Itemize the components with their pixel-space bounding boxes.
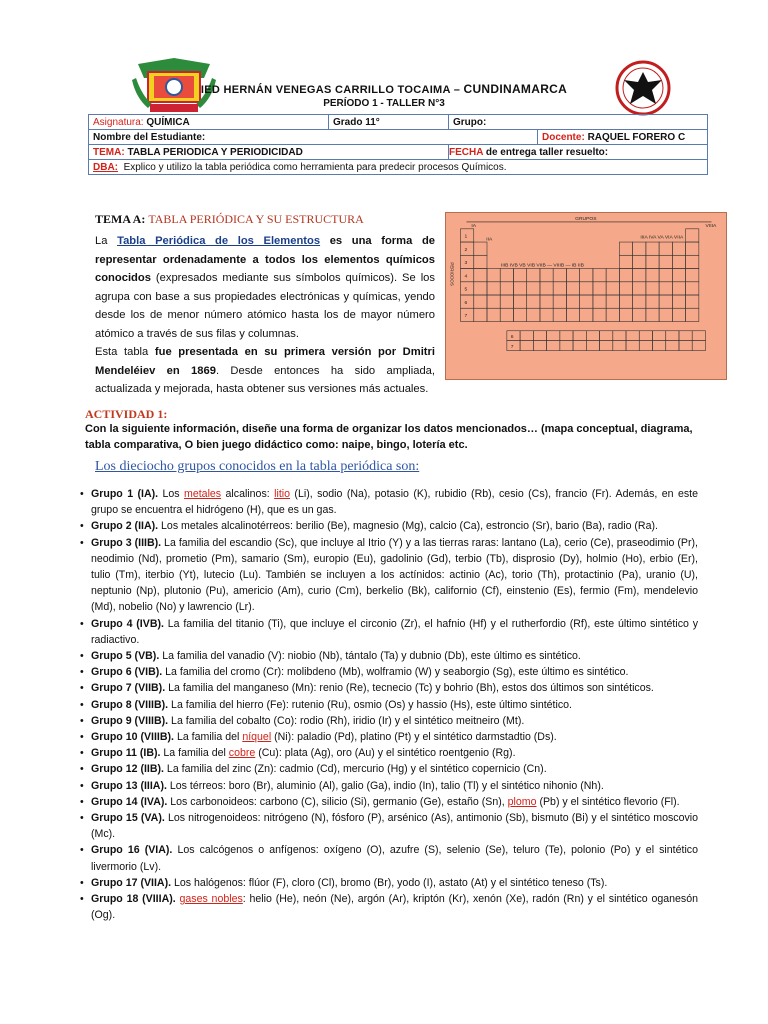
table-cell [586, 341, 599, 351]
table-cell [619, 269, 632, 282]
table-cell [540, 282, 553, 295]
table-cell [586, 331, 599, 341]
iia-label: IIA [486, 237, 493, 243]
header-table [88, 114, 708, 175]
table-cell [540, 295, 553, 308]
table-cell [487, 282, 500, 295]
table-cell [646, 269, 659, 282]
extra-period-number: 7 [510, 345, 514, 351]
keyword-link[interactable]: gases nobles [179, 893, 243, 906]
group-item: • Grupo 7 (VIIB). La familia del manganeso (Mn): renio (Re), tecnecio (Tc) y bohrio (Bh), estos dos últimos son sintéticos. [80, 680, 698, 696]
table-cell [553, 308, 566, 321]
table-cell [633, 308, 646, 321]
table-cell [639, 341, 652, 351]
table-cell [500, 282, 513, 295]
table-cell [533, 331, 546, 341]
period-number: 1 [464, 234, 468, 240]
group-item: • Grupo 17 (VIIA). Los halógenos: flúor (F), cloro (Cl), bromo (Br), yodo (I), astato (At) y el sintético teneso (Ts). [80, 875, 698, 891]
table-cell [540, 308, 553, 321]
table-cell [547, 331, 560, 341]
intro-text: La Tabla Periódica de los Elementos es una forma de representar ordenadamente a todos los elementos químicos conocidos (expresados mediante sus símbolos químicos). Se los agrupa con base a sus propiedades electrónicas y químicas, yendo desde los de menor número atómico hasta los de mayor número atómico a través de sus filas y columnas. Esta tabla fue presentada en su primera versión por Dmitri Mendeléiev en 1869. Desde entonces ha sido ampliada, actualizada y mejorada, hasta obtener sus versiones más actuales. [95, 235, 436, 395]
dba-value: Explico y utilizo la tabla periódica como herramienta para predecir procesos Químicos. [123, 161, 507, 173]
table-cell [679, 341, 692, 351]
period-number: 2 [464, 247, 468, 253]
table-cell [646, 282, 659, 295]
table-cell [553, 269, 566, 282]
table-cell [666, 341, 679, 351]
group-item: • Grupo 9 (VIIIB). La familia del cobalto (Co): rodio (Rh), iridio (Ir) y el sintético meitneiro (Mt). [80, 713, 698, 729]
table-cell [686, 269, 699, 282]
table-cell [566, 295, 579, 308]
group-item: • Grupo 16 (VIA). Los calcógenos o anfígenos: oxígeno (O), azufre (S), selenio (Se), teluro (Te), polonio (Po) y el sintético livermorio (Lv). [80, 842, 698, 874]
table-cell [593, 269, 606, 282]
table-cell [679, 331, 692, 341]
table-cell [659, 242, 672, 255]
table-cell [520, 341, 533, 351]
table-cell [487, 295, 500, 308]
asignatura-value: QUÍMICA [146, 116, 190, 128]
table-cell [692, 341, 705, 351]
table-cell [606, 269, 619, 282]
table-cell [686, 255, 699, 268]
group-item: • Grupo 2 (IIA). Los metales alcalinotérreos: berilio (Be), magnesio (Mg), calcio (Ca), estroncio (Sr), bario (Ba), radio (Ra). [80, 518, 698, 534]
table-cell [566, 282, 579, 295]
period-number: 5 [464, 287, 468, 293]
period-number: 7 [464, 314, 468, 320]
table-cell [659, 255, 672, 268]
table-cell [474, 269, 487, 282]
fecha-label: FECHA [449, 146, 484, 158]
table-cell [527, 295, 540, 308]
group-item: • Grupo 15 (VA). Los nitrogenoideos: nitrógeno (N), fósforo (P), arsénico (As), antimonio (Sb), bismuto (Bi) y el sintético moscovio (Mc). [80, 810, 698, 842]
table-cell [619, 282, 632, 295]
grupo-cell: Grupo: [449, 115, 708, 130]
table-cell [639, 331, 652, 341]
tema-label: TEMA: [93, 146, 125, 158]
table-cell [672, 295, 685, 308]
table-cell [606, 295, 619, 308]
table-cell [600, 341, 613, 351]
keyword-link[interactable]: cobre [228, 747, 256, 760]
group-item: • Grupo 5 (VB). La familia del vanadio (V): niobio (Nb), tántalo (Ta) y dubnio (Db), este último es sintético. [80, 648, 698, 664]
keyword-link[interactable]: litio [274, 488, 291, 500]
table-cell [573, 331, 586, 341]
student-name-cell: Nombre del Estudiante: [89, 130, 538, 145]
table-cell [672, 269, 685, 282]
period-number: 3 [464, 261, 468, 267]
table-cell [672, 255, 685, 268]
ia-label: IA [471, 223, 477, 229]
table-cell [540, 269, 553, 282]
table-cell [580, 269, 593, 282]
table-cell [527, 282, 540, 295]
table-cell [672, 308, 685, 321]
table-cell [633, 242, 646, 255]
fecha-value: de entrega taller resuelto: [485, 146, 609, 158]
activity-title: ACTIVIDAD 1: [85, 407, 168, 421]
table-cell [633, 295, 646, 308]
table-cell [686, 295, 699, 308]
table-cell [566, 269, 579, 282]
table-cell [566, 308, 579, 321]
table-cell [547, 341, 560, 351]
table-cell [686, 282, 699, 295]
table-cell [474, 255, 487, 268]
table-cell [619, 242, 632, 255]
table-cell [626, 341, 639, 351]
table-cell [500, 295, 513, 308]
keyword-link[interactable]: metales [184, 488, 222, 500]
table-cell [474, 282, 487, 295]
table-cell [593, 308, 606, 321]
activity-text: Con la siguiente información, diseñe una forma de organizar los datos mencionados… (mapa conceptual, diagrama, tabla comparativa, O bien juego didáctico como: naipe, bingo, lotería etc. [85, 423, 693, 451]
group-item: • Grupo 13 (IIIA). Los térreos: boro (Br), aluminio (Al), galio (Ga), indio (In), talio (Tl) y el sintético nihonio (Nh). [80, 778, 698, 794]
table-cell [474, 295, 487, 308]
table-cell [672, 282, 685, 295]
table-cell [686, 242, 699, 255]
table-cell [593, 295, 606, 308]
table-cell [646, 242, 659, 255]
periodic-table-diagram [445, 212, 727, 380]
table-cell [633, 269, 646, 282]
table-cell [666, 331, 679, 341]
transition-groups-label: IIIB IVB VB VIB VIIB — VIIIB — IB IIB [501, 263, 584, 269]
grupos-label: GRUPOS [575, 216, 597, 222]
table-cell [513, 308, 526, 321]
table-cell [580, 282, 593, 295]
table-cell [513, 295, 526, 308]
periodic-table-grid [461, 229, 706, 351]
table-cell [686, 229, 699, 242]
group-item: • Grupo 4 (IVB). La familia del titanio (Ti), que incluye el circonio (Zr), el hafnio (Hf) y el rutherfordio (Rf), este último sintético y radiactivo. [80, 616, 698, 648]
table-cell [613, 331, 626, 341]
viiia-label: VIIIA [705, 223, 717, 229]
group-item: • Grupo 14 (IVA). Los carbonoideos: carbono (C), silicio (Si), germanio (Ge), estaño (Sn), plomo (Pb) y el sintético flevorio (Fl). [80, 794, 698, 810]
period-title: PERÍODO 1 - TALLER N°3 [323, 98, 445, 109]
table-cell [593, 282, 606, 295]
group-item: • Grupo 8 (VIIIB). La familia del hierro (Fe): rutenio (Ru), osmio (Os) y hassio (Hs), este último sintético. [80, 697, 698, 713]
extra-period-number: 6 [510, 335, 514, 341]
table-cell [553, 282, 566, 295]
table-cell [659, 295, 672, 308]
section-title: TEMA A: TABLA PERIÓDICA Y SU ESTRUCTURA [95, 212, 364, 226]
table-cell [659, 269, 672, 282]
table-cell [553, 295, 566, 308]
group-item: • Grupo 6 (VIB). La familia del cromo (Cr): molibdeno (Mb), wolframio (W) y seaborgio (Sg), este último es sintético. [80, 664, 698, 680]
table-cell [692, 331, 705, 341]
right-groups-label: IIIA IVA VA VIA VIIA [640, 235, 684, 241]
group-item: • Grupo 1 (IA). Los metales alcalinos: litio (Li), sodio (Na), potasio (K), rubidio (Rb), cesio (Cs), francio (Fr). Además, en este grupo se encuentra el hidrógeno (H), que es un gas. [80, 486, 698, 518]
table-cell [606, 282, 619, 295]
period-number: 4 [464, 274, 468, 280]
table-cell [487, 308, 500, 321]
grado-cell: Grado 11° [329, 115, 449, 130]
group-item: • Grupo 18 (VIIIA). gases nobles: helio (He), neón (Ne), argón (Ar), kriptón (Kr), xenón (Xe), radón (Rn) y el sintético oganesón (Og). [80, 891, 698, 923]
keyword-link[interactable]: plomo [507, 795, 537, 808]
keyword-link[interactable]: níquel [242, 731, 272, 744]
table-cell [527, 269, 540, 282]
table-cell [606, 308, 619, 321]
table-cell [513, 269, 526, 282]
table-cell [560, 341, 573, 351]
table-cell [580, 295, 593, 308]
table-cell [474, 242, 487, 255]
group-item: • Grupo 12 (IIB). La familia del zinc (Zn): cadmio (Cd), mercurio (Hg) y el sintético copernicio (Cn). [80, 761, 698, 777]
table-cell [672, 242, 685, 255]
group-item: • Grupo 11 (IB). La familia del cobre (Cu): plata (Ag), oro (Au) y el sintético roentgenio (Rg). [80, 745, 698, 761]
table-cell [646, 295, 659, 308]
table-cell [633, 255, 646, 268]
table-cell [600, 331, 613, 341]
table-cell [633, 282, 646, 295]
table-cell [500, 308, 513, 321]
table-cell [613, 341, 626, 351]
table-cell [487, 269, 500, 282]
docente-label: Docente: [542, 131, 585, 143]
table-cell [573, 341, 586, 351]
periodos-label: PERIODOS [449, 262, 455, 286]
table-cell [580, 308, 593, 321]
groups-list [80, 486, 698, 923]
tema-value: TABLA PERIODICA Y PERIODICIDAD [127, 146, 303, 158]
table-cell [527, 308, 540, 321]
table-cell [520, 331, 533, 341]
asignatura-label: Asignatura: [93, 116, 144, 128]
docente-value: RAQUEL FORERO C [587, 131, 686, 143]
dba-label: DBA: [93, 161, 118, 173]
table-cell [619, 255, 632, 268]
table-cell [500, 269, 513, 282]
table-cell [533, 341, 546, 351]
table-cell [474, 308, 487, 321]
table-cell [619, 295, 632, 308]
periodic-table-link[interactable]: Tabla Periódica de los Elementos [117, 235, 321, 247]
groups-title: Los dieciocho grupos conocidos en la tabla periódica son: [95, 459, 420, 474]
group-item: • Grupo 3 (IIIB). La familia del escandio (Sc), que incluye al Itrio (Y) y a las tierras raras: lantano (La), cerio (Ce), praseodimio (Pr), neodimio (Nd), prometio (Pm), samario (Sm), europio (Eu), gadolinio (Gd), terbio (Tb), disprosio (Dy), holmio (Ho), erbio (Er), tulio (Tm), iterbio (Yt), lutecio (Lu). También se incluyen a los actínidos: actinio (Ac), torio (Th), protactinio (Pa), uranio (U), neptunio (Np), plutonio (Pu), americio (Am), curio (Cm), berkelio (Bk), californio (Cf), einstenio (Es), fermio (Fm), mendelevio (Md), nobelio (No) y lawrencio (Lr). [80, 535, 698, 616]
table-cell [652, 331, 665, 341]
table-cell [619, 308, 632, 321]
table-cell [686, 308, 699, 321]
table-cell [652, 341, 665, 351]
table-cell [513, 282, 526, 295]
table-cell [646, 255, 659, 268]
period-number: 6 [464, 300, 468, 306]
table-cell [560, 331, 573, 341]
school-name: IED HERNÁN VENEGAS CARRILLO TOCAIMA – CUNDINAMARCA [200, 82, 568, 96]
table-cell [659, 282, 672, 295]
table-cell [659, 308, 672, 321]
group-item: • Grupo 10 (VIIIB). La familia del níquel (Ni): paladio (Pd), platino (Pt) y el sintético darmstadtio (Ds). [80, 729, 698, 745]
table-cell [626, 331, 639, 341]
table-cell [646, 308, 659, 321]
